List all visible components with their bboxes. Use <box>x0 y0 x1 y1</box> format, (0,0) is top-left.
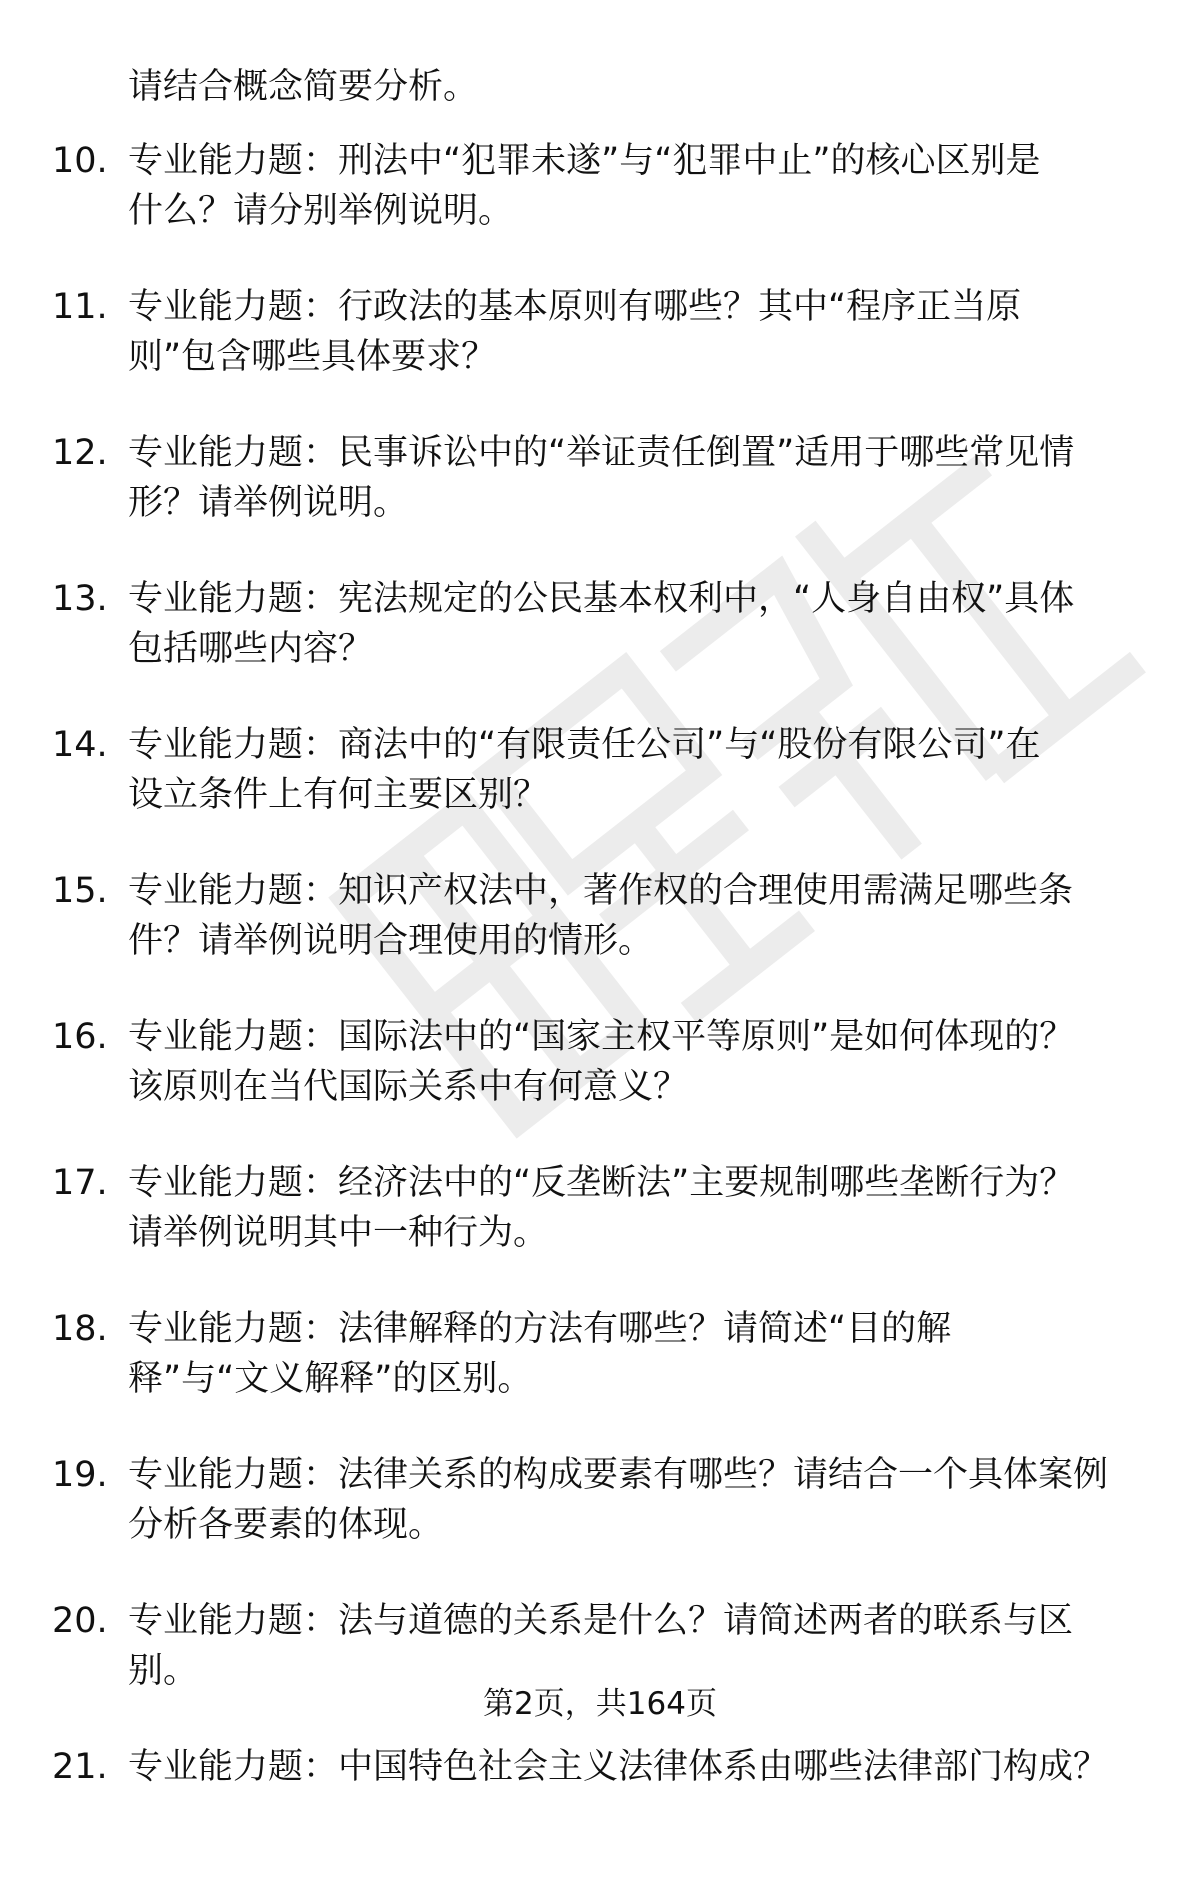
list-item <box>0 574 1200 720</box>
list-item <box>0 1158 1200 1304</box>
question-text-line: 分析各要素的体现。 <box>128 1505 444 1545</box>
question-text <box>128 1012 1148 1112</box>
question-text-line: 包括哪些内容？ <box>128 629 374 669</box>
question-text-line: 专业能力题：法律解释的方法有哪些？请简述“目的解 <box>128 1309 952 1349</box>
question-number: 18. <box>52 1309 108 1349</box>
list-item <box>0 720 1200 866</box>
question-text <box>128 1450 1148 1550</box>
question-number: 20. <box>52 1601 108 1641</box>
question-text <box>128 1596 1148 1696</box>
question-text-line: 专业能力题：行政法的基本原则有哪些？其中“程序正当原 <box>128 287 1022 327</box>
list-item <box>0 1012 1200 1158</box>
question-text-line: 专业能力题：法与道德的关系是什么？请简述两者的联系与区 <box>128 1601 1074 1641</box>
question-text <box>128 720 1148 820</box>
question-number: 21. <box>52 1747 108 1787</box>
question-text-line: 专业能力题：民事诉讼中的“举证责任倒置”适用于哪些常见情 <box>128 433 1075 473</box>
question-text-line: 专业能力题：知识产权法中，著作权的合理使用需满足哪些条 <box>128 871 1074 911</box>
question-number: 11. <box>52 287 108 327</box>
list-item <box>0 282 1200 428</box>
question-text-line: 该原则在当代国际关系中有何意义？ <box>128 1067 689 1107</box>
question-text-line: 设立条件上有何主要区别？ <box>128 775 549 815</box>
question-text-line: 什么？请分别举例说明。 <box>128 191 514 231</box>
question-text-line: 别。 <box>128 1651 199 1691</box>
question-number: 12. <box>52 433 108 473</box>
question-number: 14. <box>52 725 108 765</box>
question-text <box>128 136 1148 236</box>
question-text-line: 专业能力题：中国特色社会主义法律体系由哪些法律部门构成？ <box>128 1747 1109 1787</box>
question-text <box>128 1742 1148 1792</box>
question-text-line: 专业能力题：经济法中的“反垄断法”主要规制哪些垄断行为？ <box>128 1163 1075 1203</box>
question-number: 15. <box>52 871 108 911</box>
question-text-line: 释”与“文义解释”的区别。 <box>128 1359 533 1399</box>
question-number: 16. <box>52 1017 108 1057</box>
list-item <box>0 1742 1200 1888</box>
page-footer: 第2页，共164页 <box>483 1686 717 1722</box>
question-text-line: 专业能力题：法律关系的构成要素有哪些？请结合一个具体案例 <box>128 1455 1109 1495</box>
question-number: 13. <box>52 579 108 619</box>
question-list <box>0 136 1200 1888</box>
question-text-line: 件？请举例说明合理使用的情形。 <box>128 921 654 961</box>
question-text-line: 则”包含哪些具体要求？ <box>128 337 497 377</box>
question-text-line: 请举例说明其中一种行为。 <box>128 1213 549 1253</box>
question-text-line: 专业能力题：刑法中“犯罪未遂”与“犯罪中止”的核心区别是 <box>128 141 1041 181</box>
list-item <box>0 428 1200 574</box>
list-item <box>0 866 1200 1012</box>
question-text-line: 形？请举例说明。 <box>128 483 409 523</box>
question-text-line: 专业能力题：宪法规定的公民基本权利中，“人身自由权”具体 <box>128 579 1075 619</box>
question-text <box>128 428 1148 528</box>
question-text <box>128 1158 1148 1258</box>
question-text-line: 专业能力题：国际法中的“国家主权平等原则”是如何体现的？ <box>128 1017 1075 1057</box>
question-text <box>128 574 1148 674</box>
question-number: 10. <box>52 141 108 181</box>
list-item <box>0 1304 1200 1450</box>
question-text <box>128 282 1148 382</box>
question-number: 19. <box>52 1455 108 1495</box>
question-text <box>128 1304 1148 1404</box>
question-text <box>128 866 1148 966</box>
question-text-line: 专业能力题：商法中的“有限责任公司”与“股份有限公司”在 <box>128 725 1041 765</box>
continuation-line: 请结合概念简要分析。 <box>128 67 479 107</box>
list-item <box>0 1450 1200 1596</box>
question-number: 17. <box>52 1163 108 1203</box>
list-item <box>0 136 1200 282</box>
